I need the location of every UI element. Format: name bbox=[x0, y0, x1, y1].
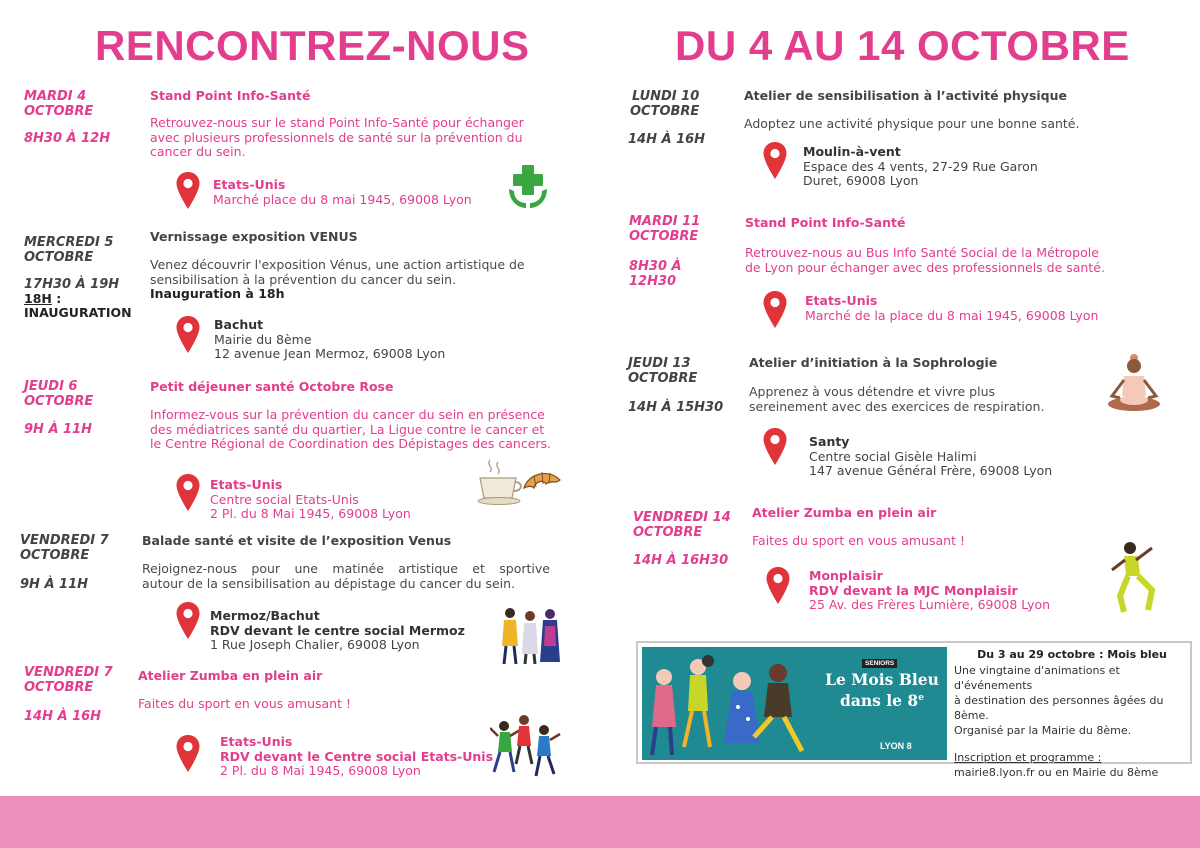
event-time: 9H À 11H bbox=[24, 422, 93, 437]
health-cross-hands-icon bbox=[506, 163, 550, 211]
event-day: VENDREDI 7 OCTOBRE bbox=[20, 533, 109, 563]
event-location: Monplaisir RDV devant la MJC Monplaisir 25 Av. des Frères Lumière, 69008 Lyon bbox=[809, 568, 1051, 612]
event-description: Retrouvez-nous sur le stand Point Info-Santé pour échanger avec plusieurs professionnels de santé sur la prévention du cancer du sein. bbox=[150, 115, 524, 159]
page-title-left: RENCONTREZ-NOUS bbox=[95, 22, 530, 69]
event-location: Bachut Mairie du 8ème 12 avenue Jean Mermoz, 69008 Lyon bbox=[214, 317, 446, 361]
mois-bleu-banner bbox=[636, 641, 1192, 779]
event-day: VENDREDI 7 OCTOBRE bbox=[24, 665, 113, 695]
location-pin-icon bbox=[175, 734, 201, 774]
event-location: Etats-Unis Centre social Etats-Unis 2 Pl. du 8 Mai 1945, 69008 Lyon bbox=[210, 477, 411, 521]
event-time: 14H À 15H30 bbox=[628, 400, 724, 415]
event-location: Etats-Unis Marché place du 8 mai 1945, 69008 Lyon bbox=[213, 177, 472, 207]
event-description: Rejoignez-nous pour une matinée artistique et sportive autour de la sensibilisation au dépistage du cancer du sein. bbox=[142, 561, 550, 591]
event-day: LUNDI 10 OCTOBRE bbox=[630, 89, 700, 119]
mairie-link[interactable]: mairie8.lyon.fr ou en Mairie du 8ème bbox=[954, 766, 1159, 779]
footer-bar bbox=[0, 796, 1200, 848]
event-description: Informez-vous sur la prévention du cancer du sein en présence des médiatrices santé du quartier, La Ligue contre le cancer et le Centre Régional de Coordination des Dépistages des cancers. bbox=[150, 407, 552, 451]
event-day: JEUDI 13 OCTOBRE bbox=[628, 356, 698, 386]
location-pin-icon bbox=[762, 290, 788, 330]
mois-bleu-info: Du 3 au 29 octobre : Mois bleu Une vingtaine d'animations et d'événements à destination des personnes âgées du 8ème. Organisé par la Mairie du 8ème. Inscription et programme : mairie8.lyon.fr ou en Mairie du 8ème bbox=[954, 647, 1190, 780]
event-title: Atelier d’initiation à la Sophrologie bbox=[749, 355, 998, 370]
event-day: MARDI 11 OCTOBRE bbox=[629, 214, 701, 244]
event-time: 14H À 16H bbox=[24, 709, 102, 724]
event-time: 14H À 16H30 bbox=[633, 553, 729, 568]
dancer-icon bbox=[1108, 540, 1160, 616]
event-description: Adoptez une activité physique pour une bonne santé. bbox=[744, 116, 1080, 131]
event-description: Retrouvez-nous au Bus Info Santé Social de la Métropole de Lyon pour échanger avec des professionnels de santé. bbox=[745, 245, 1105, 275]
event-location: Etats-Unis RDV devant le Centre social Etats-Unis 2 Pl. du 8 Mai 1945, 69008 Lyon bbox=[220, 734, 494, 778]
event-time: 9H À 11H bbox=[20, 577, 89, 592]
inauguration-note: 18H : INAUGURATION bbox=[24, 291, 132, 320]
event-title: Stand Point Info-Santé bbox=[745, 215, 906, 230]
walking-women-icon bbox=[500, 606, 564, 666]
coffee-croissant-icon bbox=[476, 458, 564, 506]
event-title: Atelier de sensibilisation à l’activité physique bbox=[744, 88, 1067, 103]
meditation-icon bbox=[1106, 352, 1162, 414]
dancers-icon bbox=[490, 712, 562, 778]
event-location: Moulin-à-vent Espace des 4 vents, 27-29 Rue Garon Duret, 69008 Lyon bbox=[803, 144, 1038, 188]
event-location: Etats-Unis Marché de la place du 8 mai 1945, 69008 Lyon bbox=[805, 293, 1099, 323]
location-pin-icon bbox=[765, 566, 791, 606]
event-day: VENDREDI 14 OCTOBRE bbox=[633, 510, 731, 540]
event-description: Faites du sport en vous amusant ! bbox=[752, 533, 965, 548]
event-title: Vernissage exposition VENUS bbox=[150, 229, 358, 244]
event-title: Balade santé et visite de l’exposition Venus bbox=[142, 533, 452, 548]
mois-bleu-title: Le Mois Bleu dans le 8e bbox=[825, 670, 939, 711]
event-description: Venez découvrir l'exposition Vénus, une action artistique de sensibilisation à la prévention du cancer du sein. Inauguration à 18h bbox=[150, 257, 525, 301]
location-pin-icon bbox=[175, 315, 201, 355]
event-title: Petit déjeuner santé Octobre Rose bbox=[150, 379, 394, 394]
event-day: MARDI 4 OCTOBRE bbox=[24, 89, 94, 119]
event-description: Faites du sport en vous amusant ! bbox=[138, 696, 351, 711]
location-pin-icon bbox=[762, 141, 788, 181]
seniors-badge: SENIORS bbox=[862, 659, 897, 668]
event-day: JEUDI 6 OCTOBRE bbox=[24, 379, 94, 409]
location-pin-icon bbox=[175, 473, 201, 513]
event-time: 8H30 À 12H30 bbox=[629, 259, 682, 289]
event-title: Atelier Zumba en plein air bbox=[138, 668, 323, 683]
location-pin-icon bbox=[175, 601, 201, 641]
event-location: Santy Centre social Gisèle Halimi 147 avenue Général Frère, 69008 Lyon bbox=[809, 434, 1053, 478]
event-location: Mermoz/Bachut RDV devant le centre social Mermoz 1 Rue Joseph Chalier, 69008 Lyon bbox=[210, 608, 465, 652]
event-description: Apprenez à vous détendre et vivre plus sereinement avec des exercices de respiration. bbox=[749, 384, 1045, 414]
event-time: 14H À 16H bbox=[628, 132, 706, 147]
event-title: Atelier Zumba en plein air bbox=[752, 505, 937, 520]
lyon8-logo: LYON 8 bbox=[880, 741, 912, 751]
mois-bleu-illustration bbox=[642, 647, 947, 760]
location-pin-icon bbox=[762, 427, 788, 467]
event-time: 8H30 À 12H bbox=[24, 131, 111, 146]
location-pin-icon bbox=[175, 171, 201, 211]
event-title: Stand Point Info-Santé bbox=[150, 88, 311, 103]
event-day: MERCREDI 5 OCTOBRE bbox=[24, 235, 114, 265]
event-time: 17H30 À 19H bbox=[24, 277, 120, 292]
page-title-right: DU 4 AU 14 OCTOBRE bbox=[675, 22, 1130, 69]
